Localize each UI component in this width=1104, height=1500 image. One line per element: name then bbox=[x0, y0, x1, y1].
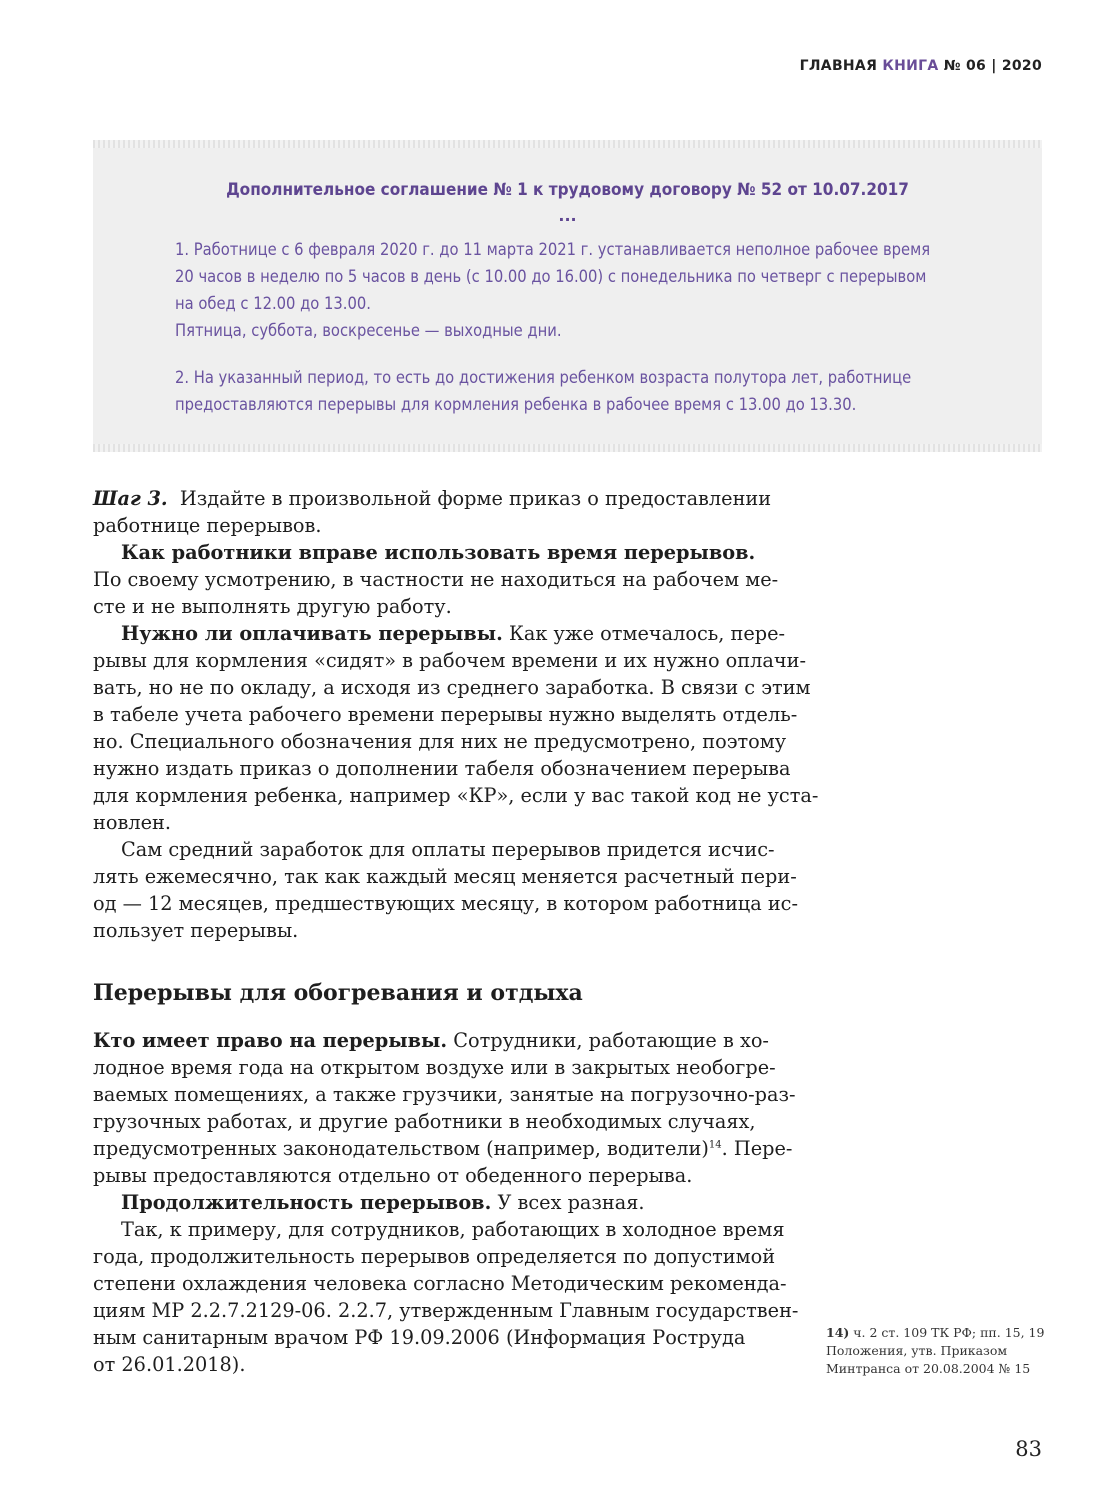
document-item-1-line: 1. Работнице с 6 февраля 2020 г. до 11 марта 2021 г. устанавливается неполное рабочее время bbox=[175, 240, 931, 259]
step3-line-2: работнице перерывов. bbox=[93, 514, 322, 537]
document-item-1-line: Пятница, суббота, воскресенье — выходные дни. bbox=[175, 321, 562, 340]
who-line-with-footnote bbox=[93, 1135, 793, 1162]
document-item-1 bbox=[175, 236, 995, 344]
example-line: циям МР 2.2.7.2129-06. 2.2.7, утвержденным Главным государствен- bbox=[93, 1299, 799, 1322]
pay-first-rest: Как уже отмечалось, пере- bbox=[508, 622, 786, 645]
pay-line: нужно издать приказ о дополнении табеля обозначением перерыва bbox=[93, 757, 791, 780]
step3-text: Издайте в произвольной форме приказ о предоставлении bbox=[179, 487, 772, 510]
document-item-2-line: 2. На указанный период, то есть до достижения ребенком возраста полутора лет, работнице bbox=[175, 368, 912, 387]
footnote-line-2: Положения, утв. Приказом bbox=[826, 1343, 1008, 1358]
document-item-2-line: предоставляются перерывы для кормления ребенка в рабочее время с 13.00 до 13.30. bbox=[175, 395, 857, 414]
document-item-1-line: на обед с 12.00 до 13.00. bbox=[175, 294, 371, 313]
avg-line: Сам средний заработок для оплаты перерывов придется исчис- bbox=[121, 838, 775, 861]
duration-rest: У всех разная. bbox=[497, 1191, 645, 1214]
header-magazine-main: ГЛАВНАЯ bbox=[799, 58, 878, 74]
pay-line: новлен. bbox=[93, 811, 171, 834]
footnote-line-3: Минтранса от 20.08.2004 № 15 bbox=[826, 1361, 1031, 1376]
how-use-heading-line bbox=[93, 539, 771, 566]
who-line: лодное время года на открытом воздухе или в закрытых необогре- bbox=[93, 1056, 776, 1079]
example-line: степени охлаждения человека согласно Методическим рекоменда- bbox=[93, 1272, 787, 1295]
avg-line: од — 12 месяцев, предшествующих месяцу, в котором работница ис- bbox=[93, 892, 798, 915]
who-line: грузочных работах, и другие работники в необходимых случаях, bbox=[93, 1110, 756, 1133]
page-number: 83 bbox=[1015, 1437, 1042, 1461]
document-item-1-line: 20 часов в неделю по 5 часов в день (с 10.00 до 16.00) с понедельника по четверг с перерывом bbox=[175, 267, 927, 286]
pay-line: для кормления ребенка, например «КР», если у вас такой код не уста- bbox=[93, 784, 819, 807]
avg-line: лять ежемесячно, так как каждый месяц меняется расчетный пери- bbox=[93, 865, 797, 888]
body-column-top bbox=[93, 485, 819, 944]
who-line-after-ref: . Пере- bbox=[721, 1137, 793, 1160]
who-line: рывы предоставляются отдельно от обеденного перерыва. bbox=[93, 1164, 693, 1187]
running-header bbox=[800, 58, 1042, 74]
who-first-line bbox=[93, 1027, 771, 1054]
who-line: ваемых помещениях, а также грузчики, занятые на погрузочно-раз- bbox=[93, 1083, 796, 1106]
pay-heading: Нужно ли оплачивать перерывы. bbox=[121, 622, 503, 645]
example-line: от 26.01.2018). bbox=[93, 1353, 246, 1376]
duration-heading: Продолжительность перерывов. bbox=[121, 1191, 492, 1214]
example-line: ным санитарным врачом РФ 19.09.2006 (Информация Роструда bbox=[93, 1326, 746, 1349]
header-issue: № 06 | 2020 bbox=[943, 58, 1042, 74]
step3-line-1 bbox=[93, 485, 771, 512]
header-magazine-accent: КНИГА bbox=[882, 58, 939, 74]
footnote-ref[interactable]: 14 bbox=[708, 1139, 722, 1151]
pay-line: рывы для кормления «сидят» в рабочем времени и их нужно оплачи- bbox=[93, 649, 807, 672]
footnote-text-1: ч. 2 ст. 109 ТК РФ; пп. 15, 19 bbox=[853, 1325, 1045, 1340]
pay-line: в табеле учета рабочего времени перерывы нужно выделять отдель- bbox=[93, 703, 798, 726]
pay-first-line bbox=[93, 620, 786, 647]
document-item-2 bbox=[175, 364, 995, 418]
how-use-line: По своему усмотрению, в частности не находиться на рабочем ме- bbox=[93, 568, 779, 591]
document-title: Дополнительное соглашение № 1 к трудовому договору № 52 от 10.07.2017 bbox=[226, 180, 909, 200]
footnote-number: 14) bbox=[826, 1325, 850, 1340]
section-title: Перерывы для обогревания и отдыха bbox=[93, 980, 583, 1006]
box-bottom-edge bbox=[93, 444, 1042, 452]
who-line-before-ref: предусмотренных законодательством (например, водители) bbox=[93, 1137, 709, 1160]
avg-line: пользует перерывы. bbox=[93, 919, 299, 942]
step3-label: Шаг 3. bbox=[93, 487, 168, 510]
who-first-rest: Сотрудники, работающие в хо- bbox=[453, 1029, 769, 1052]
who-heading: Кто имеет право на перерывы. bbox=[93, 1029, 448, 1052]
duration-line bbox=[93, 1189, 771, 1216]
body-column-bottom bbox=[93, 1027, 799, 1378]
how-use-line: сте и не выполнять другую работу. bbox=[93, 595, 452, 618]
pay-line: вать, но не по окладу, а исходя из среднего заработка. В связи с этим bbox=[93, 676, 811, 699]
document-ellipsis: ... bbox=[558, 206, 577, 225]
example-line: Так, к примеру, для сотрудников, работающих в холодное время bbox=[121, 1218, 785, 1241]
how-use-heading: Как работники вправе использовать время перерывов. bbox=[121, 541, 756, 564]
document-sample-box bbox=[93, 140, 1042, 452]
footnote-line-1 bbox=[826, 1324, 1066, 1342]
pay-line: но. Специального обозначения для них не предусмотрено, поэтому bbox=[93, 730, 787, 753]
footnote bbox=[826, 1324, 1066, 1378]
example-line: года, продолжительность перерывов определяется по допустимой bbox=[93, 1245, 776, 1268]
box-top-edge bbox=[93, 140, 1042, 148]
